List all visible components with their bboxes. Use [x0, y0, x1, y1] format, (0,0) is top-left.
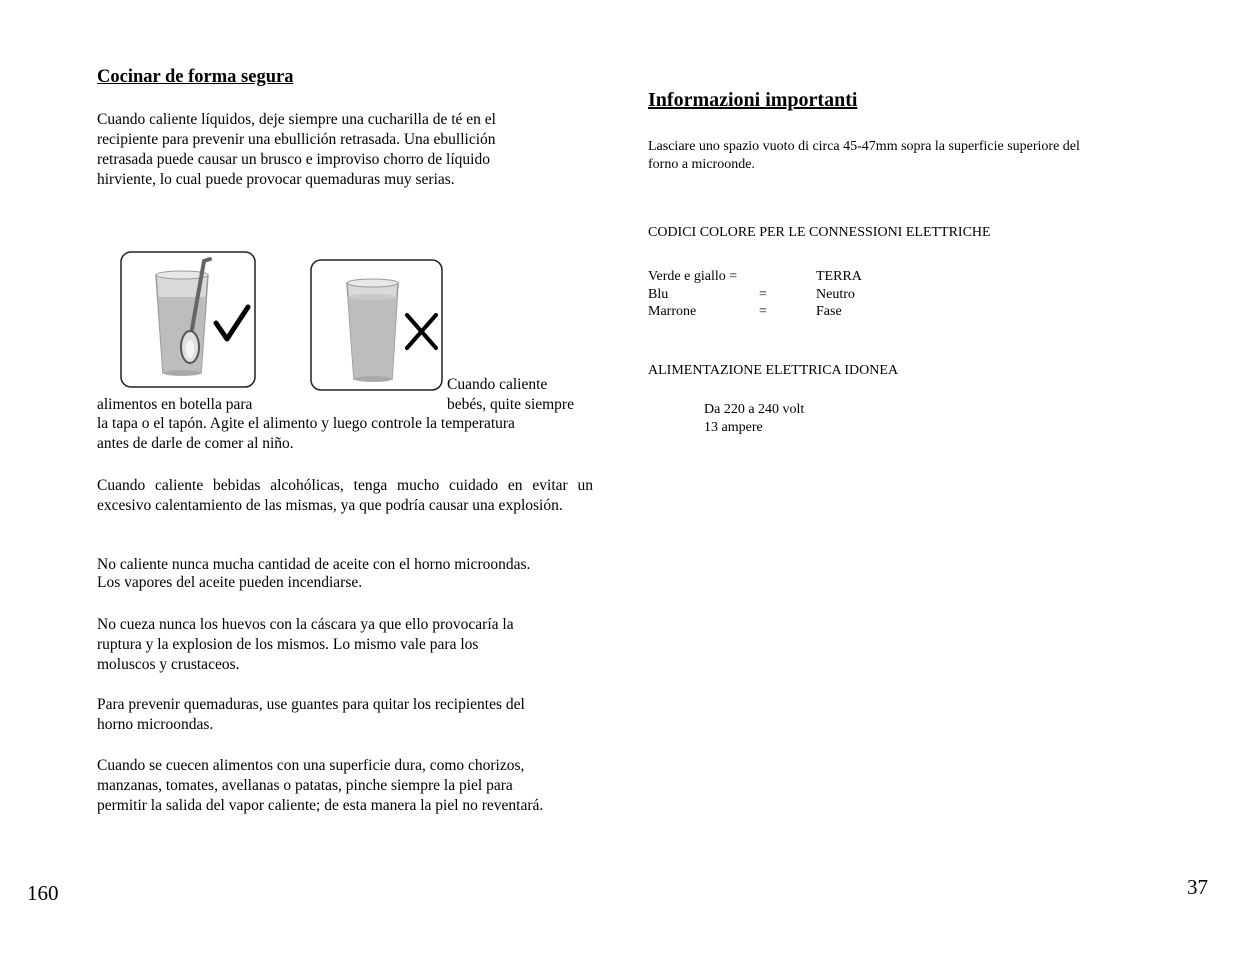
color-codes-title: CODICI COLORE PER LE CONNESSIONI ELETTRICHE — [648, 225, 991, 240]
wire-color-name: Blu — [648, 286, 669, 302]
page-title-left: Cocinar de forma segura — [97, 67, 294, 87]
intro-line: Lasciare uno spazio vuoto di circa 45-47mm sopra la superficie superiore del — [648, 139, 1080, 154]
eggs-line: moluscos y crustaceos. — [97, 656, 240, 673]
glass-with-spoon-checkmark-icon — [120, 251, 256, 388]
wire-function: TERRA — [816, 269, 862, 284]
eggs-line: ruptura y la explosion de los mismos. Lo mismo vale para los — [97, 636, 479, 653]
color-codes-table — [648, 268, 948, 321]
alcohol-warning-paragraph: Cuando caliente bebidas alcohólicas, tenga mucho cuidado en evitar un excesivo calentamiento de las mismas, ya que podría causar una explosión. — [97, 477, 593, 514]
pierce-line: Cuando se cuecen alimentos con una superficie dura, como chorizos, — [97, 757, 525, 774]
color-code-row — [648, 268, 948, 286]
eggs-line: No cueza nunca los huevos con la cáscara ya que ello provocaría la — [97, 616, 514, 633]
gloves-line: Para prevenir quemaduras, use guantes para quitar los recipientes del — [97, 696, 525, 713]
gloves-line: horno microondas. — [97, 716, 214, 733]
power-spec-line: 13 ampere — [704, 419, 763, 435]
pierce-line: manzanas, tomates, avellanas o patatas, pinche siempre la piel para — [97, 777, 513, 794]
intro-line: forno a microonde. — [648, 156, 755, 172]
power-spec-line: Da 220 a 240 volt — [704, 402, 805, 417]
wire-color-name: Marrone — [648, 304, 697, 319]
pierce-skin-paragraph — [97, 756, 543, 816]
color-code-row — [648, 286, 948, 304]
intro-paragraph-left — [97, 110, 564, 190]
wrap-text-right-mid: bebés, quite siempre — [447, 396, 574, 413]
wrap-text-left-mid: alimentos en botella para — [97, 396, 253, 413]
page-title-right: Informazioni importanti — [648, 89, 858, 111]
wrap-text-right-top: Cuando caliente — [447, 376, 548, 393]
oil-line: No caliente nunca mucha cantidad de aceite con el horno microondas. — [97, 556, 531, 573]
wire-equals: = — [759, 304, 767, 319]
page-number-right: 37 — [1187, 875, 1208, 899]
oil-line: Los vapores del aceite pueden incendiarse. — [97, 574, 363, 591]
pierce-line: permitir la salida del vapor caliente; de esta manera la piel no reventará. — [97, 797, 544, 814]
wire-function: Fase — [816, 304, 842, 319]
wire-color-name: Verde e giallo = — [648, 269, 738, 284]
intro-line: hirviente, lo cual puede provocar quemaduras muy serias. — [97, 171, 455, 188]
oil-warning-paragraph — [97, 556, 530, 592]
wire-equals: = — [759, 286, 767, 302]
intro-line: recipiente para prevenir una ebullición retrasada. Una ebullición — [97, 131, 496, 148]
intro-line: retrasada puede causar un brusco e improviso chorro de líquido — [97, 151, 490, 168]
intro-paragraph-right — [648, 138, 1080, 173]
wire-function: Neutro — [816, 286, 855, 302]
wrap-text-line: antes de darle de comer al niño. — [97, 435, 294, 452]
intro-line: Cuando caliente líquidos, deje siempre una cucharilla de té en el — [97, 111, 496, 128]
page-number-left: 160 — [27, 881, 59, 905]
wrap-text-line: la tapa o el tapón. Agite el alimento y luego controle la temperatura — [97, 415, 515, 432]
power-supply-title: ALIMENTAZIONE ELETTRICA IDONEA — [648, 363, 899, 378]
glass-without-spoon-cross-icon — [310, 259, 443, 391]
eggs-warning-paragraph — [97, 615, 514, 675]
gloves-warning-paragraph — [97, 695, 525, 735]
color-code-row — [648, 303, 948, 321]
power-supply-specs — [704, 401, 804, 436]
